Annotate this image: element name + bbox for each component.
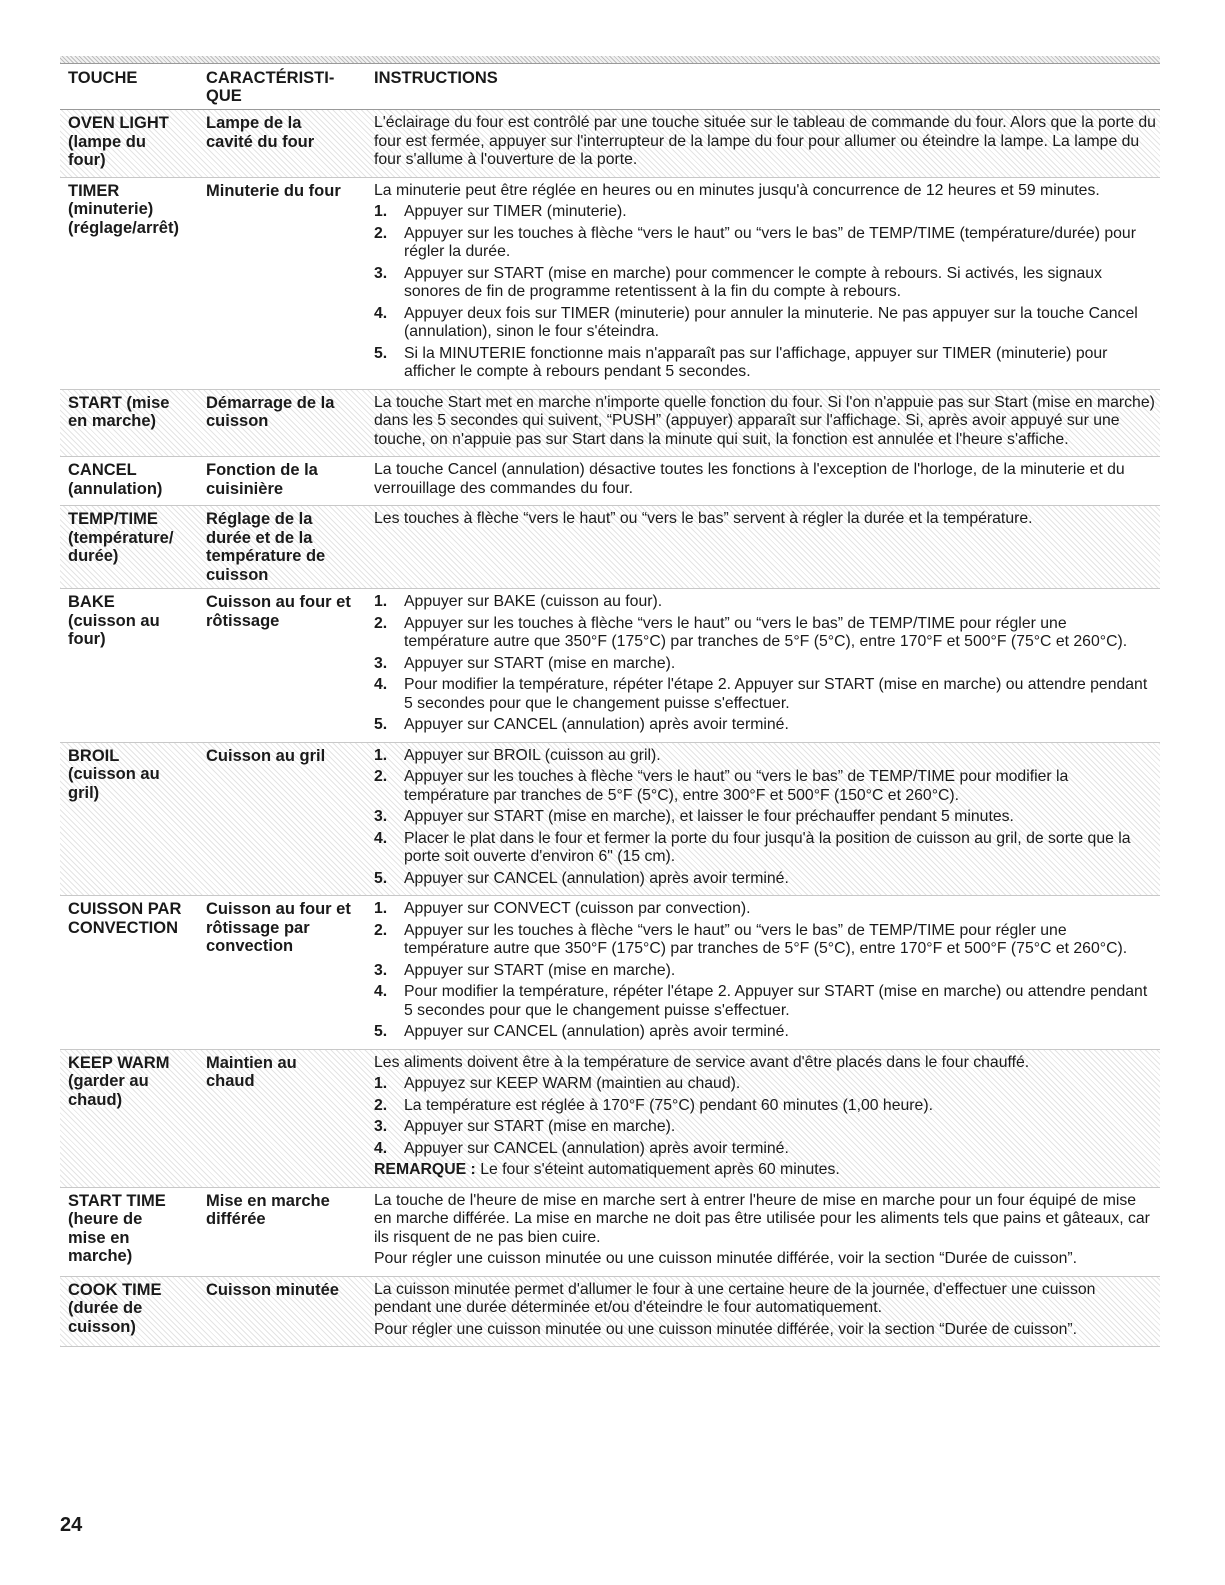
key-cell bbox=[60, 1054, 198, 1183]
key-label-line: CUISSON PAR bbox=[68, 900, 182, 918]
key-cell bbox=[60, 182, 198, 385]
step-item bbox=[374, 922, 1156, 959]
key-label-line: four) bbox=[68, 151, 106, 169]
feature-label-line: cuisson bbox=[206, 565, 269, 584]
key-label-line: four) bbox=[68, 630, 106, 648]
instruction-paragraph: Les touches à flèche “vers le haut” ou “vers le bas” servent à régler la durée et la température. bbox=[374, 510, 1033, 527]
top-rule bbox=[60, 56, 1160, 64]
step-number: 2. bbox=[374, 224, 388, 242]
feature-label-line: durée et de la bbox=[206, 528, 313, 547]
step-number: 2. bbox=[374, 1096, 388, 1114]
feature-cell bbox=[198, 593, 366, 738]
key-label-line: (température/ bbox=[68, 528, 174, 547]
table-body bbox=[60, 110, 1160, 1347]
instructions-cell bbox=[366, 1281, 1160, 1343]
key-label-line: (garder au bbox=[68, 1072, 149, 1090]
key-cell bbox=[60, 394, 198, 453]
step-number: 4. bbox=[374, 304, 388, 322]
instructions-cell bbox=[366, 394, 1160, 453]
key-label-line: TEMP/TIME bbox=[68, 510, 158, 528]
step-number: 3. bbox=[374, 1118, 388, 1135]
feature-cell bbox=[198, 394, 366, 453]
step-number: 1. bbox=[374, 1075, 388, 1092]
table-row bbox=[60, 589, 1160, 743]
step-text: Placer le plat dans le four et fermer la porte du four jusqu'à la position de cuisson au gril, de sorte que la porte soit ouverte d'environ 6" (15 cm). bbox=[404, 829, 1131, 865]
step-item bbox=[374, 768, 1156, 805]
step-number: 3. bbox=[374, 961, 388, 979]
table-row bbox=[60, 178, 1160, 390]
step-number: 2. bbox=[374, 921, 388, 939]
note-paragraph bbox=[374, 1161, 1156, 1180]
step-text: Appuyer sur START (mise en marche) pour commencer le compte à rebours. Si activés, les signaux sonores de fin de programme retentissent à la fin du compte à rebours. bbox=[404, 264, 1102, 300]
header-touche: TOUCHE bbox=[68, 69, 138, 87]
instructions-cell bbox=[366, 1192, 1160, 1272]
feature-cell bbox=[198, 1054, 366, 1183]
key-label-line: (heure de bbox=[68, 1210, 143, 1228]
feature-label-line: Mise en marche bbox=[206, 1191, 330, 1210]
feature-label-line: Réglage de la bbox=[206, 510, 313, 528]
table-row bbox=[60, 896, 1160, 1050]
key-label-line: BAKE bbox=[68, 593, 115, 611]
table-row bbox=[60, 1277, 1160, 1348]
step-item bbox=[374, 900, 1156, 919]
step-number: 5. bbox=[374, 1023, 388, 1040]
instruction-paragraph: La touche Cancel (annulation) désactive toutes les fonctions à l'exception de l'horloge, de la minuterie et du verrouillage des commandes du four. bbox=[374, 461, 1125, 497]
key-label-line: TIMER bbox=[68, 181, 120, 200]
feature-label-line: Maintien au bbox=[206, 1053, 297, 1072]
step-number: 1. bbox=[374, 746, 388, 764]
step-number: 2. bbox=[374, 768, 388, 785]
step-text: Appuyer sur les touches à flèche “vers le haut” ou “vers le bas” de TEMP/TIME pour régler une température autre que 350°F (175°C) par tranches de 5°F (5°C), entre 170°F et 500°F (75°C et 260°C). bbox=[404, 921, 1128, 957]
feature-label-line: Cuisson au gril bbox=[206, 746, 326, 765]
feature-cell bbox=[198, 900, 366, 1045]
step-item bbox=[374, 830, 1156, 867]
key-label-line: BROIL bbox=[68, 746, 120, 765]
feature-label-line: Cuisson au four et bbox=[206, 593, 351, 611]
step-number: 4. bbox=[374, 676, 388, 693]
feature-label-line: différée bbox=[206, 1210, 266, 1228]
step-item bbox=[374, 225, 1156, 262]
step-item bbox=[374, 203, 1156, 222]
step-text: Appuyer sur CANCEL (annulation) après avoir terminé. bbox=[404, 869, 789, 887]
step-item bbox=[374, 615, 1156, 652]
instruction-paragraph: L'éclairage du four est contrôlé par une touche située sur le tableau de commande du four. Alors que la porte du four est fermée, appuyer sur l'interrupteur de la lampe du four pour allumer ou éteindre la lampe. La lampe du four s'allume à l'ouverture de la porte. bbox=[374, 114, 1156, 168]
key-cell bbox=[60, 747, 198, 892]
step-item bbox=[374, 983, 1156, 1020]
step-text: Appuyez sur KEEP WARM (maintien au chaud). bbox=[404, 1075, 741, 1092]
key-label-line: (cuisson au bbox=[68, 611, 160, 630]
step-number: 5. bbox=[374, 869, 388, 887]
key-label-line: cuisson) bbox=[68, 1317, 136, 1336]
step-item bbox=[374, 655, 1156, 674]
instruction-paragraph: La touche Start met en marche n'importe quelle fonction du four. Si l'on n'appuie pas sur Start (mise en marche) dans les 5 secondes qui suivent, “PUSH” (appuyer) apparaît sur l'affichage. Si, après avoir appuyé sur une touche, on n'appuie pas sur Start dans la minute qui suit, la fonction est annulée et l'heure s'affiche. bbox=[374, 393, 1155, 448]
feature-label-line: Fonction de la bbox=[206, 461, 318, 479]
key-cell bbox=[60, 510, 198, 584]
step-number: 4. bbox=[374, 1139, 388, 1157]
key-label-line: (lampe du bbox=[68, 132, 146, 151]
step-text: Appuyer sur START (mise en marche). bbox=[404, 961, 676, 979]
step-text: Appuyer deux fois sur TIMER (minuterie) pour annuler la minuterie. Ne pas appuyer sur la touche Cancel (annulation), sinon le four s'éteindra. bbox=[404, 304, 1138, 340]
step-number: 5. bbox=[374, 716, 388, 733]
key-label-line: OVEN LIGHT bbox=[68, 114, 169, 132]
step-text: Appuyer sur CANCEL (annulation) après avoir terminé. bbox=[404, 1023, 789, 1040]
step-text: Appuyer sur BAKE (cuisson au four). bbox=[404, 593, 663, 610]
table-row bbox=[60, 743, 1160, 897]
step-item bbox=[374, 1140, 1156, 1159]
step-number: 3. bbox=[374, 808, 388, 825]
step-number: 5. bbox=[374, 344, 388, 362]
step-text: Appuyer sur TIMER (minuterie). bbox=[404, 203, 627, 220]
step-number: 2. bbox=[374, 614, 388, 632]
step-text: Appuyer sur START (mise en marche). bbox=[404, 654, 676, 672]
key-cell bbox=[60, 1281, 198, 1343]
table-row bbox=[60, 506, 1160, 589]
step-text: Appuyer sur les touches à flèche “vers le haut” ou “vers le bas” de TEMP/TIME pour modifier la température par tranches de 5°F (5°C), entre 300°F et 500°F (150°C et 260°C). bbox=[404, 768, 1069, 804]
step-number: 1. bbox=[374, 900, 388, 917]
instruction-paragraph: La touche de l'heure de mise en marche sert à entrer l'heure de mise en marche pour un four équipé de mise en marche différée. La mise en marche ne doit pas être utilisée pour les aliments tels que pains et gâteaux, car ils risquent de ne pas bien cuire. bbox=[374, 1191, 1150, 1246]
step-number: 4. bbox=[374, 983, 388, 1000]
key-label-line: gril) bbox=[68, 783, 100, 802]
step-text: Appuyer sur START (mise en marche), et laisser le four préchauffer pendant 5 minutes. bbox=[404, 808, 1014, 825]
feature-label-line: Lampe de la bbox=[206, 114, 302, 132]
key-label-line: marche) bbox=[68, 1247, 133, 1265]
header-caracteristique bbox=[198, 69, 366, 105]
feature-cell bbox=[198, 182, 366, 385]
instruction-paragraph: Pour régler une cuisson minutée ou une cuisson minutée différée, voir la section “Durée de cuisson”. bbox=[374, 1250, 1078, 1267]
steps-list bbox=[374, 900, 1156, 1042]
step-item bbox=[374, 1023, 1156, 1042]
feature-cell bbox=[198, 747, 366, 892]
step-item bbox=[374, 676, 1156, 713]
feature-label-line: cuisinière bbox=[206, 479, 284, 498]
feature-cell bbox=[198, 510, 366, 584]
step-text: Appuyer sur les touches à flèche “vers le haut” ou “vers le bas” de TEMP/TIME (température/durée) pour régler la durée. bbox=[404, 224, 1136, 260]
step-item bbox=[374, 747, 1156, 766]
step-text: Appuyer sur BROIL (cuisson au gril). bbox=[404, 746, 661, 764]
key-label-line: durée) bbox=[68, 547, 119, 565]
step-text: Pour modifier la température, répéter l'étape 2. Appuyer sur START (mise en marche) ou attendre pendant 5 secondes pour que le changement puisse s'effectuer. bbox=[404, 676, 1148, 712]
instructions-cell bbox=[366, 1054, 1160, 1183]
step-number: 1. bbox=[374, 593, 388, 610]
page-number: 24 bbox=[60, 1514, 83, 1536]
instruction-paragraph: La cuisson minutée permet d'allumer le four à une certaine heure de la journée, d'effectuer une cuisson pendant une durée déterminée et/ou d'éteindre le four automatiquement. bbox=[374, 1280, 1096, 1316]
feature-label-line: Démarrage de la bbox=[206, 393, 335, 412]
feature-cell bbox=[198, 1281, 366, 1343]
step-number: 3. bbox=[374, 264, 388, 282]
step-item bbox=[374, 716, 1156, 735]
step-number: 4. bbox=[374, 829, 388, 847]
instructions-cell bbox=[366, 461, 1160, 501]
step-item bbox=[374, 1097, 1156, 1116]
table-row bbox=[60, 1188, 1160, 1277]
table-header bbox=[60, 64, 1160, 110]
key-label-line: chaud) bbox=[68, 1090, 123, 1109]
instructions-cell bbox=[366, 593, 1160, 738]
table-row bbox=[60, 457, 1160, 506]
step-text: Appuyer sur les touches à flèche “vers le haut” ou “vers le bas” de TEMP/TIME pour régler une température autre que 350°F (175°C) par tranches de 5°F (5°C), entre 170°F et 500°F (75°C et 260°C). bbox=[404, 614, 1128, 650]
step-text: Pour modifier la température, répéter l'étape 2. Appuyer sur START (mise en marche) ou attendre pendant 5 secondes pour que le changement puisse s'effectuer. bbox=[404, 983, 1148, 1019]
feature-label-line: température de bbox=[206, 547, 326, 565]
key-label-line: (minuterie) bbox=[68, 200, 154, 218]
key-label-line: (cuisson au bbox=[68, 765, 160, 783]
key-label-line: (réglage/arrêt) bbox=[68, 218, 179, 237]
key-label-line: COOK TIME bbox=[68, 1280, 162, 1299]
step-item bbox=[374, 1118, 1156, 1137]
step-text: Appuyer sur CANCEL (annulation) après avoir terminé. bbox=[404, 716, 789, 733]
step-text: Appuyer sur CANCEL (annulation) après avoir terminé. bbox=[404, 1139, 789, 1157]
step-item bbox=[374, 870, 1156, 889]
step-text: Appuyer sur START (mise en marche). bbox=[404, 1118, 676, 1135]
steps-list bbox=[374, 593, 1156, 735]
header-caracteristique-text: CARACTÉRISTI-QUE bbox=[206, 69, 335, 105]
step-item bbox=[374, 962, 1156, 981]
step-text: Si la MINUTERIE fonctionne mais n'apparaît pas sur l'affichage, appuyer sur TIMER (minuterie) pour afficher le compte à rebours pendant 5 secondes. bbox=[404, 344, 1108, 380]
key-cell bbox=[60, 114, 198, 173]
instruction-paragraph: Les aliments doivent être à la température de service avant d'être placés dans le four chauffé. bbox=[374, 1053, 1030, 1071]
key-label-line: START TIME bbox=[68, 1191, 166, 1210]
key-cell bbox=[60, 593, 198, 738]
key-cell bbox=[60, 900, 198, 1045]
instructions-cell bbox=[366, 114, 1160, 173]
instructions-cell bbox=[366, 747, 1160, 892]
note-label: REMARQUE : bbox=[374, 1161, 476, 1178]
key-cell bbox=[60, 461, 198, 501]
steps-list bbox=[374, 1075, 1156, 1158]
feature-label-line: chaud bbox=[206, 1072, 255, 1090]
key-label-line: CONVECTION bbox=[68, 918, 179, 937]
feature-label-line: Minuterie du four bbox=[206, 181, 341, 200]
instructions-cell bbox=[366, 510, 1160, 584]
step-number: 1. bbox=[374, 203, 388, 220]
key-label-line: KEEP WARM bbox=[68, 1053, 170, 1072]
feature-label-line: Cuisson minutée bbox=[206, 1280, 339, 1299]
step-item bbox=[374, 305, 1156, 342]
steps-list bbox=[374, 747, 1156, 889]
feature-cell bbox=[198, 1192, 366, 1272]
step-item bbox=[374, 593, 1156, 612]
step-item bbox=[374, 1075, 1156, 1094]
feature-label-line: convection bbox=[206, 937, 294, 955]
step-item bbox=[374, 345, 1156, 382]
table-row bbox=[60, 390, 1160, 458]
feature-label-line: cavité du four bbox=[206, 132, 315, 151]
key-label-line: mise en bbox=[68, 1228, 130, 1247]
instruction-paragraph: Pour régler une cuisson minutée ou une cuisson minutée différée, voir la section “Durée de cuisson”. bbox=[374, 1320, 1078, 1338]
step-item bbox=[374, 265, 1156, 302]
instruction-paragraph: La minuterie peut être réglée en heures ou en minutes jusqu'à concurrence de 12 heures et 59 minutes. bbox=[374, 181, 1100, 199]
feature-cell bbox=[198, 114, 366, 173]
instructions-cell bbox=[366, 900, 1160, 1045]
key-label-line: (durée de bbox=[68, 1299, 143, 1317]
key-label-line: START (mise bbox=[68, 393, 170, 412]
table-row bbox=[60, 1050, 1160, 1188]
key-cell bbox=[60, 1192, 198, 1272]
step-text: La température est réglée à 170°F (75°C) pendant 60 minutes (1,00 heure). bbox=[404, 1096, 933, 1114]
feature-cell bbox=[198, 461, 366, 501]
instructions-cell bbox=[366, 182, 1160, 385]
feature-label-line: cuisson bbox=[206, 412, 269, 430]
header-instructions: INSTRUCTIONS bbox=[374, 69, 498, 87]
feature-label-line: rôtissage bbox=[206, 611, 280, 630]
key-label-line: CANCEL bbox=[68, 461, 137, 479]
step-number: 3. bbox=[374, 654, 388, 672]
table-row bbox=[60, 110, 1160, 178]
key-label-line: en marche) bbox=[68, 412, 157, 430]
step-item bbox=[374, 808, 1156, 827]
note-text: Le four s'éteint automatiquement après 60 minutes. bbox=[475, 1161, 840, 1178]
steps-list bbox=[374, 203, 1156, 382]
key-label-line: (annulation) bbox=[68, 479, 163, 498]
feature-label-line: Cuisson au four et bbox=[206, 900, 351, 918]
feature-label-line: rôtissage par bbox=[206, 918, 310, 937]
instruction-table bbox=[60, 56, 1160, 1347]
step-text: Appuyer sur CONVECT (cuisson par convection). bbox=[404, 900, 751, 917]
